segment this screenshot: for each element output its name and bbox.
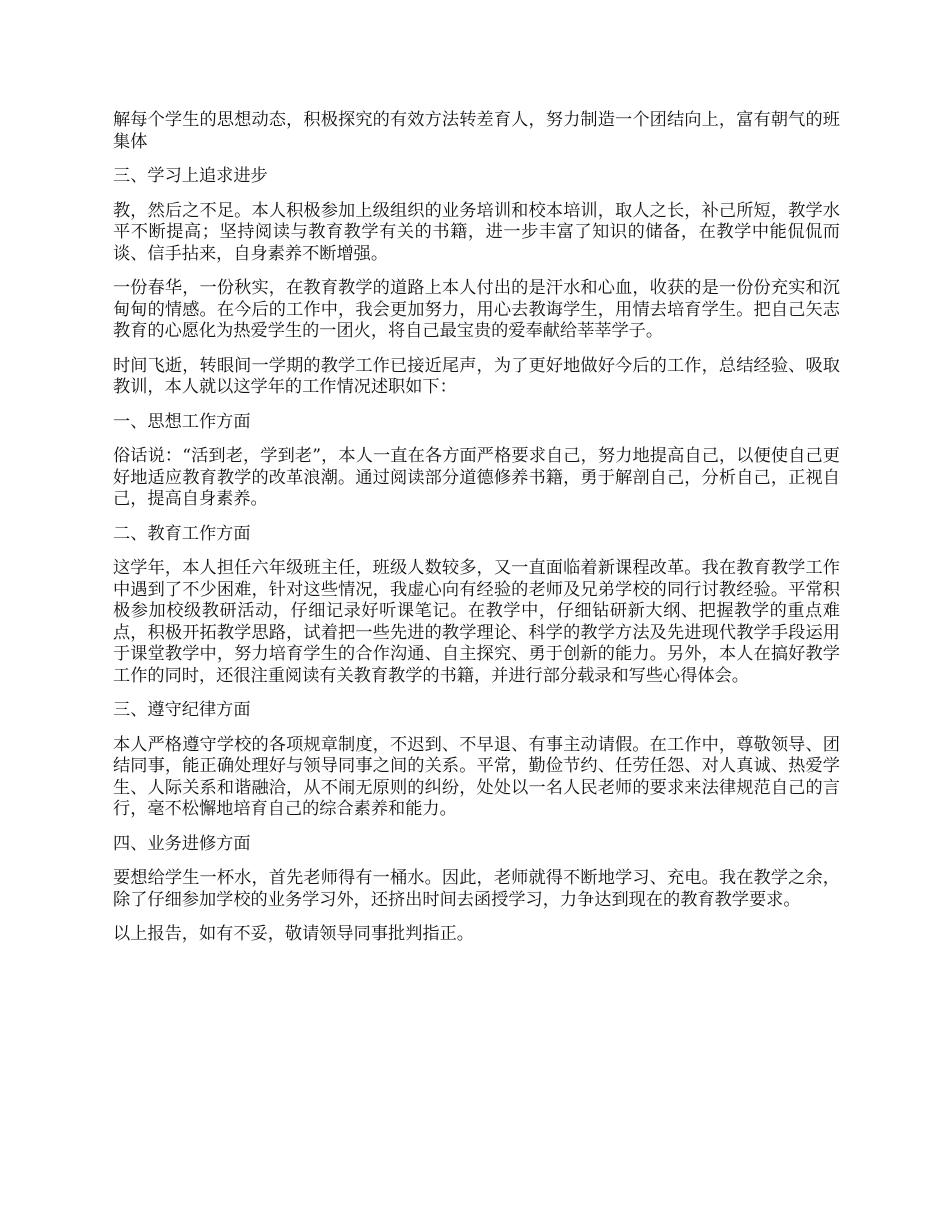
section-heading-study: 三、学习上追求进步 xyxy=(113,166,268,186)
paragraph-intro: 时间飞逝，转眼间一学期的教学工作已接近尾声，为了更好地做好今后的工作，总结经验、吸取教训，本人就以这学年的工作情况述职如下： xyxy=(113,355,840,397)
paragraph-study: 教，然后之不足。本人积极参加上级组织的业务培训和校本培训，取人之长，补己所短，教学水平不断提高；坚持阅读与教育教学有关的书籍，进一步丰富了知识的储备，在教学中能侃侃而谈、信手拈来，自身素养不断增强。 xyxy=(113,200,840,264)
paragraph-education: 这学年，本人担任六年级班主任，班级人数较多，又一直面临着新课程改革。我在教育教学工作中遇到了不少困难，针对这些情况，我虚心向有经验的老师及兄弟学校的同行讨教经验。平常积极参加校级教研活动，仔细记录好听课笔记。在教学中，仔细钻研新大纲、把握教学的重点难点，积极开拓教学思路，试着把一些先进的教学理论、科学的教学方法及先进现代教学手段运用于课堂教学中，努力培育学生的合作沟通、自主探究、勇于创新的能力。另外，本人在搞好教学工作的同时，还很注重阅读有关教育教学的书籍，并进行部分载录和写些心得体会。 xyxy=(113,558,840,686)
paragraph-closing: 以上报告，如有不妥，敬请领导同事批判指正。 xyxy=(113,924,474,944)
section-heading-discipline: 三、遵守纪律方面 xyxy=(113,700,251,720)
section-heading-training: 四、业务进修方面 xyxy=(113,833,251,854)
paragraph-discipline: 本人严格遵守学校的各项规章制度，不迟到、不早退、有事主动请假。在工作中，尊敬领导、团结同事，能正确处理好与领导同事之间的关系。平常，勤俭节约、任劳任怨、对人真诚、热爱学生、人际关系和谐融洽，从不闹无原则的纠纷，处处以一名人民老师的要求来法律规范自己的言行，毫不松懈地培育自己的综合素养和能力。 xyxy=(113,734,840,819)
paragraph-summary-closing: 一份春华，一份秋实，在教育教学的道路上本人付出的是汗水和心血，收获的是一份份充实和沉甸甸的情感。在今后的工作中，我会更加努力，用心去教诲学生，用情去培育学生。把自己矢志教育的心愿化为热爱学生的一团火，将自己最宝贵的爱奉献给莘莘学子。 xyxy=(113,278,840,341)
paragraph-training: 要想给学生一杯水，首先老师得有一桶水。因此，老师就得不断地学习、充电。我在教学之余，除了仔细参加学校的业务学习外，还挤出时间去函授学习，力争达到现在的教育教学要求。 xyxy=(113,868,840,910)
paragraph-ideology: 俗话说：“活到老，学到老”，本人一直在各方面严格要求自己，努力地提高自己，以便使自己更好地适应教育教学的改革浪潮。通过阅读部分道德修养书籍，勇于解剖自己，分析自己，正视自己，提高自身素养。 xyxy=(113,446,840,509)
section-heading-ideology: 一、思想工作方面 xyxy=(113,411,251,432)
document-body xyxy=(113,110,840,959)
section-heading-education: 二、教育工作方面 xyxy=(113,523,251,544)
paragraph-continuation: 解每个学生的思想动态，积极探究的有效方法转差育人，努力制造一个团结向上，富有朝气的班集体 xyxy=(113,110,840,152)
